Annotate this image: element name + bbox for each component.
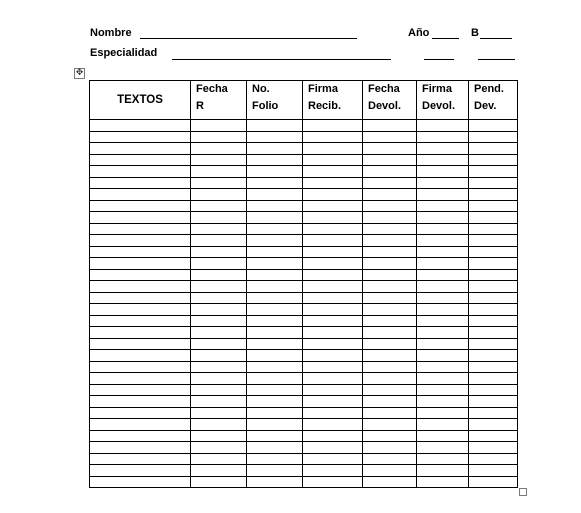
table-cell[interactable]	[191, 189, 247, 201]
table-cell[interactable]	[247, 269, 303, 281]
table-cell[interactable]	[191, 223, 247, 235]
table-cell[interactable]	[363, 189, 417, 201]
table-cell[interactable]	[417, 235, 469, 247]
table-cell[interactable]	[191, 212, 247, 224]
table-cell[interactable]	[417, 154, 469, 166]
table-cell[interactable]	[191, 292, 247, 304]
table-cell[interactable]	[469, 338, 518, 350]
table-row	[90, 476, 518, 488]
table-cell[interactable]	[247, 430, 303, 442]
table-cell[interactable]	[469, 200, 518, 212]
table-row	[90, 189, 518, 201]
table-cell[interactable]	[469, 177, 518, 189]
table-cell[interactable]	[247, 327, 303, 339]
table-cell[interactable]	[303, 350, 363, 362]
table-cell[interactable]	[417, 281, 469, 293]
table-cell[interactable]	[469, 143, 518, 155]
table-cell[interactable]	[417, 419, 469, 431]
table-cell[interactable]	[469, 269, 518, 281]
table-cell[interactable]	[191, 200, 247, 212]
table-cell[interactable]	[303, 327, 363, 339]
table-cell[interactable]	[90, 166, 191, 178]
table-cell[interactable]	[247, 292, 303, 304]
table-cell[interactable]	[363, 246, 417, 258]
table-cell[interactable]	[363, 384, 417, 396]
table-cell[interactable]	[247, 189, 303, 201]
table-row	[90, 166, 518, 178]
table-cell[interactable]	[191, 465, 247, 477]
table-row	[90, 442, 518, 454]
table-cell[interactable]	[247, 131, 303, 143]
table-cell[interactable]	[469, 350, 518, 362]
table-cell[interactable]	[191, 442, 247, 454]
table-row	[90, 212, 518, 224]
table-row	[90, 453, 518, 465]
table-cell[interactable]	[303, 304, 363, 316]
table-cell[interactable]	[417, 430, 469, 442]
table-cell[interactable]	[417, 269, 469, 281]
table-cell[interactable]	[247, 361, 303, 373]
table-cell[interactable]	[363, 269, 417, 281]
table-row	[90, 120, 518, 132]
table-cell[interactable]	[90, 200, 191, 212]
table-cell[interactable]	[191, 131, 247, 143]
table-cell[interactable]	[417, 166, 469, 178]
table-row	[90, 384, 518, 396]
table-cell[interactable]	[363, 143, 417, 155]
table-cell[interactable]	[247, 200, 303, 212]
table-cell[interactable]	[247, 442, 303, 454]
table-cell[interactable]	[191, 143, 247, 155]
table-cell[interactable]	[363, 361, 417, 373]
column-header-firma-devol	[417, 81, 469, 120]
table-cell[interactable]	[191, 258, 247, 270]
table-cell[interactable]	[363, 166, 417, 178]
table-row	[90, 246, 518, 258]
table-cell[interactable]	[417, 315, 469, 327]
table-row	[90, 223, 518, 235]
table-row	[90, 281, 518, 293]
table-cell[interactable]	[191, 350, 247, 362]
table-cell[interactable]	[363, 373, 417, 385]
table-cell[interactable]	[90, 453, 191, 465]
table-cell[interactable]	[469, 407, 518, 419]
table-cell[interactable]	[303, 442, 363, 454]
table-row	[90, 269, 518, 281]
especialidad-label: Especialidad	[90, 47, 158, 59]
table-cell[interactable]	[417, 373, 469, 385]
b-field-line[interactable]	[480, 38, 512, 39]
table-cell[interactable]	[303, 235, 363, 247]
table-cell[interactable]	[191, 281, 247, 293]
table-cell[interactable]	[417, 361, 469, 373]
table-cell[interactable]	[469, 154, 518, 166]
table-cell[interactable]	[469, 453, 518, 465]
table-cell[interactable]	[469, 246, 518, 258]
table-cell[interactable]	[363, 396, 417, 408]
table-cell[interactable]	[363, 407, 417, 419]
table-cell[interactable]	[191, 327, 247, 339]
b-label: B	[471, 27, 479, 39]
table-cell[interactable]	[90, 246, 191, 258]
table-cell[interactable]	[90, 212, 191, 224]
table-cell[interactable]	[469, 304, 518, 316]
table-cell[interactable]	[247, 304, 303, 316]
table-cell[interactable]	[90, 120, 191, 132]
table-cell[interactable]	[303, 338, 363, 350]
table-cell[interactable]	[417, 476, 469, 488]
table-cell[interactable]	[191, 373, 247, 385]
table-cell[interactable]	[90, 350, 191, 362]
table-cell[interactable]	[191, 430, 247, 442]
table-cell[interactable]	[247, 315, 303, 327]
column-header-fecha-r	[191, 81, 247, 120]
table-cell[interactable]	[303, 453, 363, 465]
table-cell[interactable]	[469, 373, 518, 385]
table-cell[interactable]	[90, 384, 191, 396]
table-cell[interactable]	[469, 258, 518, 270]
table-cell[interactable]	[191, 166, 247, 178]
table-cell[interactable]	[191, 338, 247, 350]
table-cell[interactable]	[417, 177, 469, 189]
table-row	[90, 143, 518, 155]
table-cell[interactable]	[303, 120, 363, 132]
table-cell[interactable]	[191, 246, 247, 258]
table-cell[interactable]	[90, 361, 191, 373]
column-header-line1: Firma	[422, 83, 452, 95]
table-cell[interactable]	[191, 407, 247, 419]
table-cell[interactable]	[417, 304, 469, 316]
table-cell[interactable]	[303, 143, 363, 155]
column-header-line2: R	[196, 100, 204, 112]
table-cell[interactable]	[303, 223, 363, 235]
table-cell[interactable]	[417, 120, 469, 132]
table-cell[interactable]	[417, 258, 469, 270]
table-cell[interactable]	[247, 246, 303, 258]
table-cell[interactable]	[417, 407, 469, 419]
column-header-line1: Firma	[308, 83, 338, 95]
nombre-field-line[interactable]	[140, 38, 357, 39]
anio-field-line[interactable]	[432, 38, 459, 39]
table-cell[interactable]	[417, 453, 469, 465]
table-cell[interactable]	[191, 269, 247, 281]
table-cell[interactable]	[469, 315, 518, 327]
table-cell[interactable]	[363, 292, 417, 304]
table-cell[interactable]	[363, 465, 417, 477]
table-cell[interactable]	[247, 407, 303, 419]
table-cell[interactable]	[90, 373, 191, 385]
table-row	[90, 131, 518, 143]
table-cell[interactable]	[417, 246, 469, 258]
table-cell[interactable]	[247, 338, 303, 350]
table-cell[interactable]	[303, 361, 363, 373]
table-cell[interactable]	[247, 396, 303, 408]
table-cell[interactable]	[303, 131, 363, 143]
table-cell[interactable]	[469, 131, 518, 143]
table-move-handle-icon[interactable]: ✥	[75, 68, 84, 78]
column-header-pend-dev	[469, 81, 518, 120]
table-cell[interactable]	[90, 465, 191, 477]
column-header-fecha-devol	[363, 81, 417, 120]
table-cell[interactable]	[247, 419, 303, 431]
table-cell[interactable]	[191, 476, 247, 488]
table-row	[90, 177, 518, 189]
extra-field-line-1[interactable]	[424, 59, 454, 60]
table-cell[interactable]	[90, 396, 191, 408]
table-cell[interactable]	[469, 223, 518, 235]
table-cell[interactable]	[417, 350, 469, 362]
table-cell[interactable]	[363, 235, 417, 247]
table-cell[interactable]	[363, 430, 417, 442]
table-cell[interactable]	[469, 120, 518, 132]
table-cell[interactable]	[469, 384, 518, 396]
table-cell[interactable]	[191, 396, 247, 408]
table-cell[interactable]	[191, 177, 247, 189]
table-row	[90, 407, 518, 419]
nombre-label: Nombre	[90, 27, 132, 39]
table-cell[interactable]	[191, 419, 247, 431]
table-cell[interactable]	[247, 350, 303, 362]
table-cell[interactable]	[247, 258, 303, 270]
table-cell[interactable]	[469, 166, 518, 178]
table-cell[interactable]	[469, 327, 518, 339]
table-row	[90, 350, 518, 362]
table-row	[90, 235, 518, 247]
table-cell[interactable]	[469, 361, 518, 373]
column-header-line1: Fecha	[196, 83, 228, 95]
table-cell[interactable]	[363, 453, 417, 465]
table-resize-handle-icon[interactable]	[519, 488, 527, 496]
table-cell[interactable]	[363, 281, 417, 293]
column-header-line2: Dev.	[474, 100, 497, 112]
table-cell[interactable]	[303, 407, 363, 419]
table-cell[interactable]	[417, 396, 469, 408]
table-cell[interactable]	[247, 143, 303, 155]
table-header-row	[90, 81, 518, 120]
table-cell[interactable]	[90, 189, 191, 201]
table-cell[interactable]	[363, 120, 417, 132]
table-row	[90, 361, 518, 373]
table-cell[interactable]	[90, 235, 191, 247]
table-cell[interactable]	[417, 442, 469, 454]
table-row	[90, 315, 518, 327]
table-cell[interactable]	[363, 327, 417, 339]
table-cell[interactable]	[363, 212, 417, 224]
especialidad-field-line[interactable]	[172, 59, 391, 60]
table-cell[interactable]	[417, 338, 469, 350]
table-row	[90, 338, 518, 350]
table-cell[interactable]	[363, 177, 417, 189]
table-cell[interactable]	[303, 269, 363, 281]
table-cell[interactable]	[303, 154, 363, 166]
table-cell[interactable]	[417, 292, 469, 304]
table-cell[interactable]	[417, 189, 469, 201]
table-cell[interactable]	[469, 442, 518, 454]
table-cell[interactable]	[417, 223, 469, 235]
anio-label: Año	[408, 27, 430, 39]
table-cell[interactable]	[303, 281, 363, 293]
table-cell[interactable]	[469, 476, 518, 488]
table-row	[90, 304, 518, 316]
table-cell[interactable]	[90, 327, 191, 339]
table-cell[interactable]	[90, 154, 191, 166]
table-cell[interactable]	[417, 200, 469, 212]
table-cell[interactable]	[303, 373, 363, 385]
loan-register-table	[89, 80, 518, 488]
table-cell[interactable]	[363, 419, 417, 431]
table-cell[interactable]	[469, 189, 518, 201]
table-cell[interactable]	[303, 258, 363, 270]
table-cell[interactable]	[363, 476, 417, 488]
table-cell[interactable]	[363, 442, 417, 454]
table-row	[90, 327, 518, 339]
table-cell[interactable]	[90, 430, 191, 442]
table-cell[interactable]	[469, 430, 518, 442]
table-row	[90, 292, 518, 304]
table-cell[interactable]	[247, 465, 303, 477]
table-cell[interactable]	[417, 131, 469, 143]
table-cell[interactable]	[417, 212, 469, 224]
table-cell[interactable]	[247, 373, 303, 385]
table-cell[interactable]	[191, 384, 247, 396]
column-header-textos	[90, 81, 191, 120]
table-cell[interactable]	[191, 235, 247, 247]
column-header-line1: Fecha	[368, 83, 400, 95]
table-cell[interactable]	[363, 223, 417, 235]
table-row	[90, 258, 518, 270]
table-cell[interactable]	[90, 407, 191, 419]
column-header-line2: Folio	[252, 100, 279, 112]
table-cell[interactable]	[363, 200, 417, 212]
table-cell[interactable]	[469, 235, 518, 247]
table-cell[interactable]	[303, 476, 363, 488]
table-cell[interactable]	[191, 315, 247, 327]
table-cell[interactable]	[247, 177, 303, 189]
table-cell[interactable]	[303, 177, 363, 189]
table-cell[interactable]	[90, 315, 191, 327]
table-cell[interactable]	[303, 212, 363, 224]
table-cell[interactable]	[363, 315, 417, 327]
table-cell[interactable]	[363, 338, 417, 350]
table-cell[interactable]	[417, 384, 469, 396]
table-cell[interactable]	[90, 143, 191, 155]
table-cell[interactable]	[303, 384, 363, 396]
table-cell[interactable]	[469, 281, 518, 293]
table-cell[interactable]	[469, 419, 518, 431]
table-cell[interactable]	[191, 154, 247, 166]
table-cell[interactable]	[90, 223, 191, 235]
table-cell[interactable]	[191, 453, 247, 465]
table-body	[90, 120, 518, 488]
table-cell[interactable]	[90, 304, 191, 316]
table-cell[interactable]	[303, 419, 363, 431]
table-cell[interactable]	[247, 476, 303, 488]
column-header-no-folio	[247, 81, 303, 120]
table-cell[interactable]	[303, 246, 363, 258]
table-row	[90, 154, 518, 166]
column-header-line1: No.	[252, 83, 270, 95]
table-cell[interactable]	[363, 350, 417, 362]
table-cell[interactable]	[247, 154, 303, 166]
table-cell[interactable]	[469, 396, 518, 408]
table-cell[interactable]	[90, 419, 191, 431]
table-cell[interactable]	[90, 281, 191, 293]
table-cell[interactable]	[191, 361, 247, 373]
table-cell[interactable]	[247, 384, 303, 396]
table-cell[interactable]	[417, 143, 469, 155]
table-cell[interactable]	[303, 200, 363, 212]
table-cell[interactable]	[191, 120, 247, 132]
table-cell[interactable]	[469, 465, 518, 477]
column-header-line2: Devol.	[368, 100, 402, 112]
table-cell[interactable]	[363, 258, 417, 270]
table-cell[interactable]	[469, 292, 518, 304]
table-cell[interactable]	[90, 131, 191, 143]
table-cell[interactable]	[247, 120, 303, 132]
table-cell[interactable]	[469, 212, 518, 224]
table-cell[interactable]	[247, 212, 303, 224]
column-header-line1: TEXTOS	[117, 93, 163, 106]
table-cell[interactable]	[90, 292, 191, 304]
table-cell[interactable]	[417, 465, 469, 477]
table-row	[90, 396, 518, 408]
table-cell[interactable]	[90, 177, 191, 189]
table-cell[interactable]	[303, 166, 363, 178]
table-cell[interactable]	[303, 396, 363, 408]
extra-field-line-2[interactable]	[478, 59, 515, 60]
table-cell[interactable]	[90, 338, 191, 350]
table-cell[interactable]	[90, 269, 191, 281]
table-cell[interactable]	[303, 465, 363, 477]
table-cell[interactable]	[303, 315, 363, 327]
table-cell[interactable]	[363, 131, 417, 143]
table-cell[interactable]	[247, 223, 303, 235]
table-cell[interactable]	[191, 304, 247, 316]
column-header-firma-recib	[303, 81, 363, 120]
table-cell[interactable]	[363, 304, 417, 316]
table-row	[90, 430, 518, 442]
table-cell[interactable]	[417, 327, 469, 339]
table-cell[interactable]	[90, 476, 191, 488]
table-row	[90, 200, 518, 212]
table-cell[interactable]	[363, 154, 417, 166]
table-cell[interactable]	[303, 430, 363, 442]
column-header-line2: Devol.	[422, 100, 456, 112]
table-cell[interactable]	[247, 166, 303, 178]
table-cell[interactable]	[90, 258, 191, 270]
table-row	[90, 373, 518, 385]
table-cell[interactable]	[303, 292, 363, 304]
table-cell[interactable]	[247, 281, 303, 293]
table-cell[interactable]	[303, 189, 363, 201]
table-row	[90, 419, 518, 431]
table-cell[interactable]	[247, 453, 303, 465]
table-row	[90, 465, 518, 477]
column-header-line2: Recib.	[308, 100, 342, 112]
table-cell[interactable]	[90, 442, 191, 454]
column-header-line1: Pend.	[474, 83, 504, 95]
table-cell[interactable]	[247, 235, 303, 247]
